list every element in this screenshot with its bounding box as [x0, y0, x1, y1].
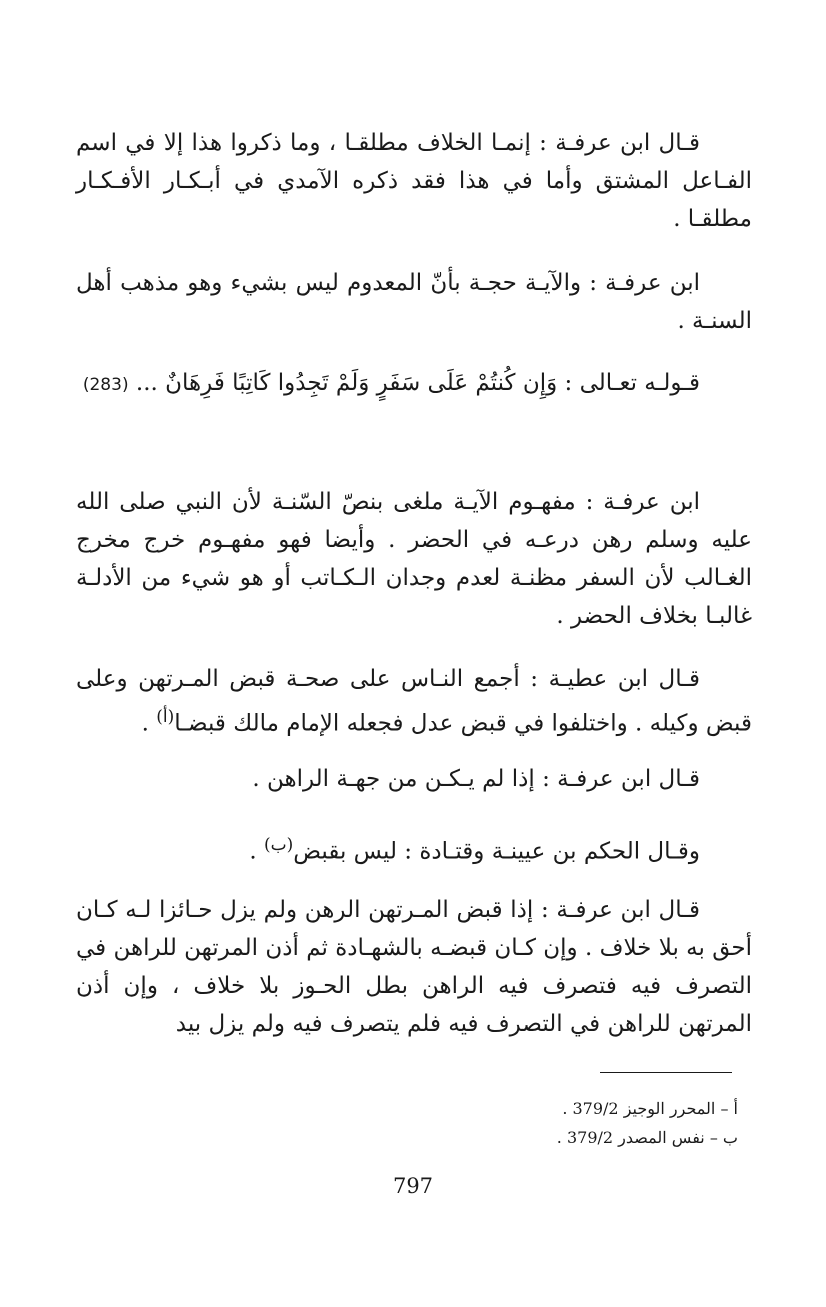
paragraph-4	[76, 483, 752, 635]
paragraph-7-tail: .	[249, 838, 264, 865]
footnote-marker-b: (ب)	[263, 835, 294, 855]
paragraph-4-text: ابن عرفـة : مفهـوم الآيـة ملغى بنصّ السّنـة لأن النبي صلى الله عليه وسلم رهن درعـه في الحضر . وأيضا فهو مفهـوم خرج مخرج الغـالب لأن السفر مظنـة لعدم وجدان الـكـاتب أو هو شيء من الأدلـة غالبـا بخلاف الحضر .	[76, 489, 752, 629]
footnote-divider	[600, 1072, 732, 1073]
paragraph-7-text: وقـال الحكم بن عيينـة وقتـادة : ليس بقبض	[293, 838, 700, 865]
paragraph-5-tail: .	[141, 710, 157, 737]
verse-text: قـولـه تعـالى : وَإِن كُنتُمْ عَلَى سَفَرٍ وَلَمْ تَجِدُوا كَاتِبًا فَرِهَانٌ ...	[135, 370, 700, 396]
paragraph-7	[76, 826, 752, 871]
paragraph-1	[76, 124, 752, 238]
paragraph-6	[76, 760, 752, 798]
paragraph-1-text: قـال ابن عرفـة : إنمـا الخلاف مطلقـا ، وما ذكروا هذا إلا في اسم الفـاعل المشتق وأما في هذا فقد ذكره الآمدي في أبـكـار الأفـكـار مطلقـا .	[76, 130, 752, 232]
footnote-a-label: أ –	[720, 1099, 738, 1118]
verse-reference: (283)	[82, 375, 129, 395]
footnote-a-text: المحرر الوجيز 379/2 .	[562, 1099, 716, 1118]
verse-paragraph	[76, 364, 752, 404]
footnote-b-text: نفس المصدر 379/2 .	[556, 1128, 705, 1147]
paragraph-5-text: قـال ابن عطيـة : أجمع النـاس على صحـة قبض المـرتهن وعلى قبض وكيله . واختلفوا في قبض عدل فجعله الإمام مالك قبضـا	[76, 666, 752, 737]
page-number: 797	[392, 1174, 434, 1198]
paragraph-2-text: ابن عرفـة : والآيـة حجـة بأنّ المعدوم ليس بشيء وهو مذهب أهل السنـة .	[76, 270, 752, 334]
footnote-a	[338, 1098, 738, 1120]
paragraph-2	[76, 264, 752, 340]
footnote-b	[338, 1127, 738, 1149]
footnote-b-label: ب –	[709, 1128, 738, 1147]
paragraph-8-text: قـال ابن عرفـة : إذا قبض المـرتهن الرهن ولم يزل حـائزا لـه كـان أحق به بلا خلاف . وإن كـان قبضـه بالشهـادة ثم أذن المرتهن للراهن في التصرف فيه فتصرف فيه الراهن بطل الحـوز بلا خلاف ، وإن أذن المرتهن للراهن في التصرف فيه فلم يتصرف فيه ولم يزل بيد	[76, 897, 752, 1037]
paragraph-6-text: قـال ابن عرفـة : إذا لم يـكـن من جهـة الراهن .	[252, 766, 700, 792]
footnote-marker-a: (أ)	[156, 707, 175, 727]
paragraph-5	[76, 660, 752, 743]
paragraph-8	[76, 891, 752, 1043]
